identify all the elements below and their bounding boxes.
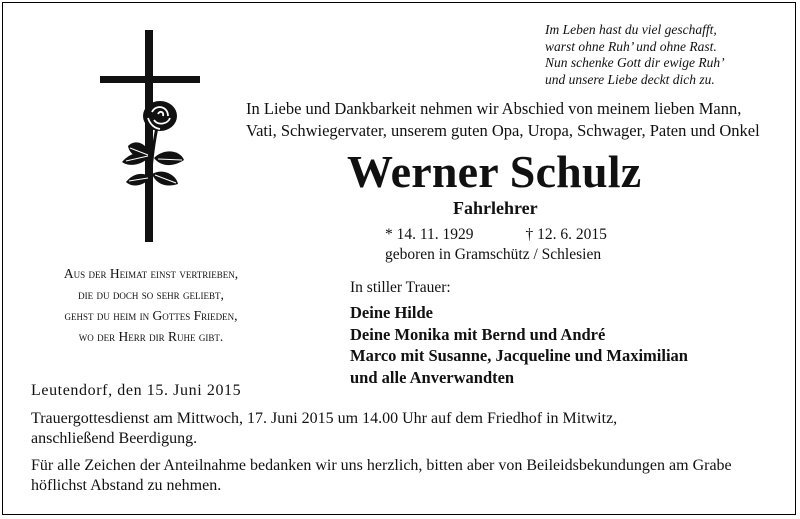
cross-with-rose-icon — [100, 28, 200, 248]
deceased-profession: Fahrlehrer — [453, 198, 538, 218]
mourning-heading: In stiller Trauer: — [350, 279, 451, 296]
mourner-entry: Deine Hilde — [350, 303, 433, 322]
thanks-line: Für alle Zeichen der Anteilnahme bedanken wir uns herzlich, bitten aber von Beileidsbekundungen am Grabe — [31, 457, 732, 474]
thanks-line: höflichst Abstand zu nehmen. — [31, 477, 222, 494]
intro-line: In Liebe und Dankbarkeit nehmen wir Abschied von meinem lieben Mann, — [246, 99, 742, 118]
farewell-intro — [246, 98, 760, 142]
service-line: anschließend Beerdigung. — [31, 430, 198, 447]
funeral-service-info — [31, 409, 617, 449]
birthplace: geboren in Gramschütz / Schlesien — [385, 246, 602, 263]
memorial-poem — [545, 22, 725, 88]
thanks-note — [31, 456, 732, 496]
death-date: † 12. 6. 2015 — [525, 226, 607, 243]
verse-line: gehst du heim in Gottes Frieden, — [64, 308, 238, 323]
mourner-list — [350, 302, 688, 388]
mourner-entry: Marco mit Susanne, Jacqueline und Maximilian — [350, 346, 688, 365]
intro-line: Vati, Schwiegervater, unserem guten Opa, Uropa, Schwager, Paten und Onkel — [246, 121, 760, 140]
verse-line: die du doch so sehr geliebt, — [78, 287, 224, 302]
poem-line: Im Leben hast du viel geschafft, — [545, 22, 717, 37]
mourner-entry: Deine Monika mit Bernd und André — [350, 324, 606, 344]
deceased-name: Werner Schulz — [347, 146, 642, 197]
verse-line: Aus der Heimat einst vertrieben, — [63, 266, 239, 281]
service-line: Trauergottesdienst am Mittwoch, 17. Juni 2015 um 14.00 Uhr auf dem Friedhof in Mitwitz, — [31, 410, 618, 427]
homeland-verse — [22, 263, 280, 347]
poem-line: Nun schenke Gott dir ewige Ruh’ — [545, 55, 725, 70]
poem-line: warst ohne Ruh’ und ohne Rast. — [545, 38, 717, 54]
poem-line: und unsere Liebe deckt dich zu. — [545, 71, 715, 87]
place-date: Leutendorf, den 15. Juni 2015 — [31, 382, 242, 399]
mourner-entry: und alle Anverwandten — [350, 367, 515, 387]
life-dates — [385, 226, 607, 244]
verse-line: wo der Herr dir Ruhe gibt. — [78, 329, 224, 344]
birth-date: * 14. 11. 1929 — [385, 226, 474, 243]
